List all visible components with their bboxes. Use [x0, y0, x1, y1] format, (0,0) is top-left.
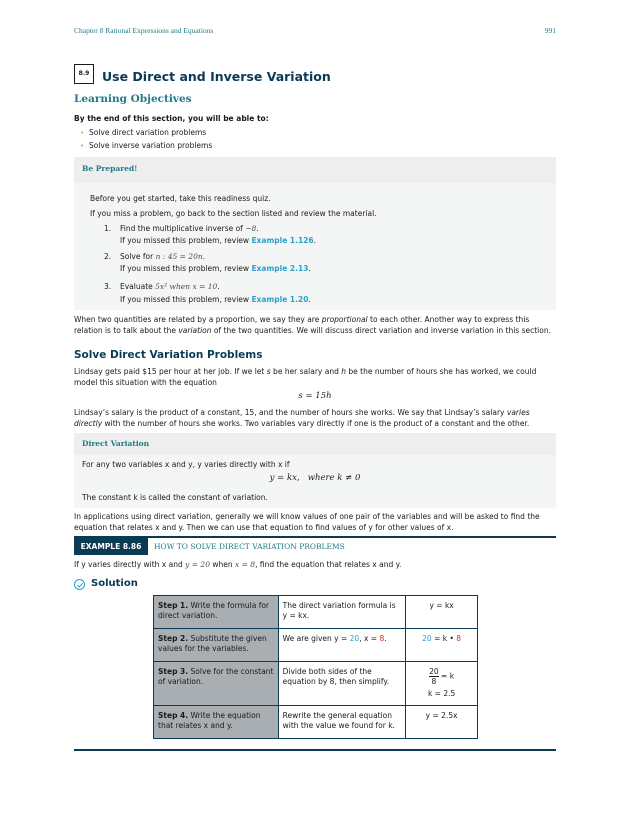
step-number: Step 3. [158, 667, 189, 676]
explain-cell [278, 629, 406, 662]
review-link[interactable]: Example 1.126 [251, 236, 314, 245]
result-text: = k • [431, 634, 457, 643]
para-text: Lindsay gets paid $15 per hour at her job. If we let [74, 367, 267, 376]
readiness-instruction: If you miss a problem, go back to the section listed and review the material. [90, 209, 377, 218]
fraction-equation [410, 667, 473, 686]
para-emphasis: varies directly [74, 408, 530, 428]
chapter-title: Chapter 8 Rational Expressions and Equations [74, 26, 214, 35]
review-link[interactable]: Example 1.20 [251, 295, 309, 304]
quiz-number: 3. [104, 282, 112, 291]
example-label: EXAMPLE 8.86 [74, 538, 148, 555]
para-text: be the number of hours she has worked, we could model this situation with the equation [74, 367, 537, 387]
step-cell [154, 706, 279, 739]
step-number: Step 2. [158, 634, 189, 643]
para-text: of the two quantities. We will discuss direct variation and inverse variation in this section. [211, 326, 551, 335]
step-cell [154, 629, 279, 662]
result-text: = k [438, 671, 455, 681]
quiz-review [120, 294, 311, 306]
quiz-question [120, 251, 205, 263]
result-cell [406, 662, 478, 706]
explain-cell: Divide both sides of the equation by 8, then simplify. [278, 662, 406, 706]
objectives-title: Learning Objectives [74, 93, 192, 105]
running-head [74, 26, 556, 38]
result-cell [406, 629, 478, 662]
para-text: When two quantities are related by a proportion, we say they are [74, 315, 322, 324]
section-heading [74, 64, 556, 90]
problem-math: y = 20 [185, 560, 210, 569]
step-description: Write the equation that relates x and y. [158, 711, 261, 730]
applications-paragraph: In applications using direct variation, generally we will know values of one pair of the variables and will be asked to find the equation that relates x and y. Then we can use that equation to find values of y for other values of x. [74, 512, 540, 532]
step-description: Write the formula for direct variation. [158, 601, 270, 620]
definition-equation: y = kx, where k ≠ 0 [269, 473, 361, 483]
review-text: . [313, 236, 317, 245]
quiz-math: −8 [245, 224, 257, 233]
para-emphasis: s [266, 367, 271, 376]
step-number: Step 4. [158, 711, 189, 720]
definition-constant: The constant k is called the constant of variation. [82, 493, 268, 502]
quiz-text: . [217, 282, 220, 291]
objectives-lead: By the end of this section, you will be able to: [74, 114, 269, 123]
para-emphasis: proportional [321, 315, 368, 324]
salary-paragraph [74, 407, 556, 429]
denominator: 8 [431, 677, 437, 686]
section-title: Use Direct and Inverse Variation [102, 69, 331, 84]
list-item: • Solve direct variation problems [80, 127, 212, 140]
readiness-intro: Before you get started, take this readiness quiz. [90, 194, 271, 203]
step-number: Step 1. [158, 601, 189, 610]
para-emphasis: variation [178, 326, 212, 335]
para-emphasis: h [341, 367, 346, 376]
be-prepared-header [74, 157, 556, 183]
example-title: HOW TO SOLVE DIRECT VARIATION PROBLEMS [154, 542, 345, 551]
review-text: If you missed this problem, review [120, 236, 252, 245]
quiz-text: Evaluate [120, 282, 156, 291]
section-number: 8.9 [74, 64, 94, 84]
para-text: Lindsay’s salary is the product of a constant, 15, and the number of hours she works. We say that Lindsay’s salary [74, 408, 507, 417]
para-text: , find the equation that relates x and y. [255, 560, 402, 569]
explain-cell: Rewrite the general equation with the value we found for k. [278, 706, 406, 739]
numerator: 20 [429, 667, 439, 676]
example-header [74, 536, 556, 555]
list-item: • Solve inverse variation problems [80, 140, 212, 153]
objectives-list [80, 127, 212, 152]
quiz-number: 1. [104, 224, 112, 233]
definition-text: For any two variables x and y, y varies directly with x if [82, 460, 290, 469]
fraction [429, 667, 439, 686]
table-row [154, 662, 478, 706]
example-problem [74, 559, 556, 570]
explain-text: . [384, 634, 387, 643]
table-row [154, 629, 478, 662]
bottom-rule [74, 749, 556, 751]
review-text: . [308, 264, 311, 273]
salary-equation: s = 15h [298, 391, 332, 401]
quiz-text: . [256, 224, 259, 233]
review-text: . [308, 295, 311, 304]
quiz-review [120, 263, 311, 275]
step-cell [154, 596, 279, 629]
intro-paragraph [74, 314, 556, 336]
review-link[interactable]: Example 2.13 [251, 264, 309, 273]
step-description: Substitute the given values for the variables. [158, 634, 267, 653]
be-prepared-box [74, 157, 556, 310]
subsection-heading: Solve Direct Variation Problems [74, 349, 263, 361]
quiz-math: n : 45 = 20n [155, 252, 203, 261]
quiz-number: 2. [104, 252, 112, 261]
table-row [154, 596, 478, 629]
para-text: to each other. Another way to express this relation is to talk about the [74, 315, 530, 335]
direct-variation-title: Direct Variation [82, 439, 150, 448]
review-text: If you missed this problem, review [120, 264, 252, 273]
be-prepared-title: Be Prepared! [82, 164, 138, 173]
explain-text: We are given y = [282, 634, 350, 643]
para-text: be her salary and [270, 367, 342, 376]
solution-label: Solution [91, 578, 138, 589]
direct-variation-header [74, 433, 556, 455]
quiz-text: Solve for [120, 252, 156, 261]
para-text: If y varies directly with x and [74, 560, 186, 569]
problem-math: x = 8 [235, 560, 256, 569]
para-text: when [209, 560, 236, 569]
quiz-math: 5x² when x = 10 [155, 282, 218, 291]
value-y: 20 [349, 634, 360, 643]
steps-table [153, 595, 478, 739]
page-number: 991 [544, 26, 556, 35]
result-cell: y = kx [406, 596, 478, 629]
quiz-review [120, 235, 316, 247]
result-cell: y = 2.5x [406, 706, 478, 739]
lindsay-paragraph [74, 366, 556, 388]
check-circle-icon [74, 579, 85, 590]
table-row [154, 706, 478, 739]
explain-cell: The direct variation formula is y = kx. [278, 596, 406, 629]
step-cell [154, 662, 279, 706]
step-description: Solve for the constant of variation. [158, 667, 274, 686]
value-x: 8 [379, 634, 385, 643]
quiz-question [120, 223, 259, 235]
quiz-question [120, 281, 220, 293]
quiz-text: Find the multiplicative inverse of [120, 224, 246, 233]
result-value: k = 2.5 [427, 689, 456, 698]
value-x: 8 [456, 634, 462, 643]
value-y: 20 [422, 634, 432, 643]
direct-variation-box [74, 433, 556, 508]
review-text: If you missed this problem, review [120, 295, 252, 304]
quiz-text: . [202, 252, 206, 261]
explain-text: , x = [359, 634, 380, 643]
para-text: with the number of hours she works. Two variables vary directly if one is the product of a constant and the other. [102, 419, 530, 428]
